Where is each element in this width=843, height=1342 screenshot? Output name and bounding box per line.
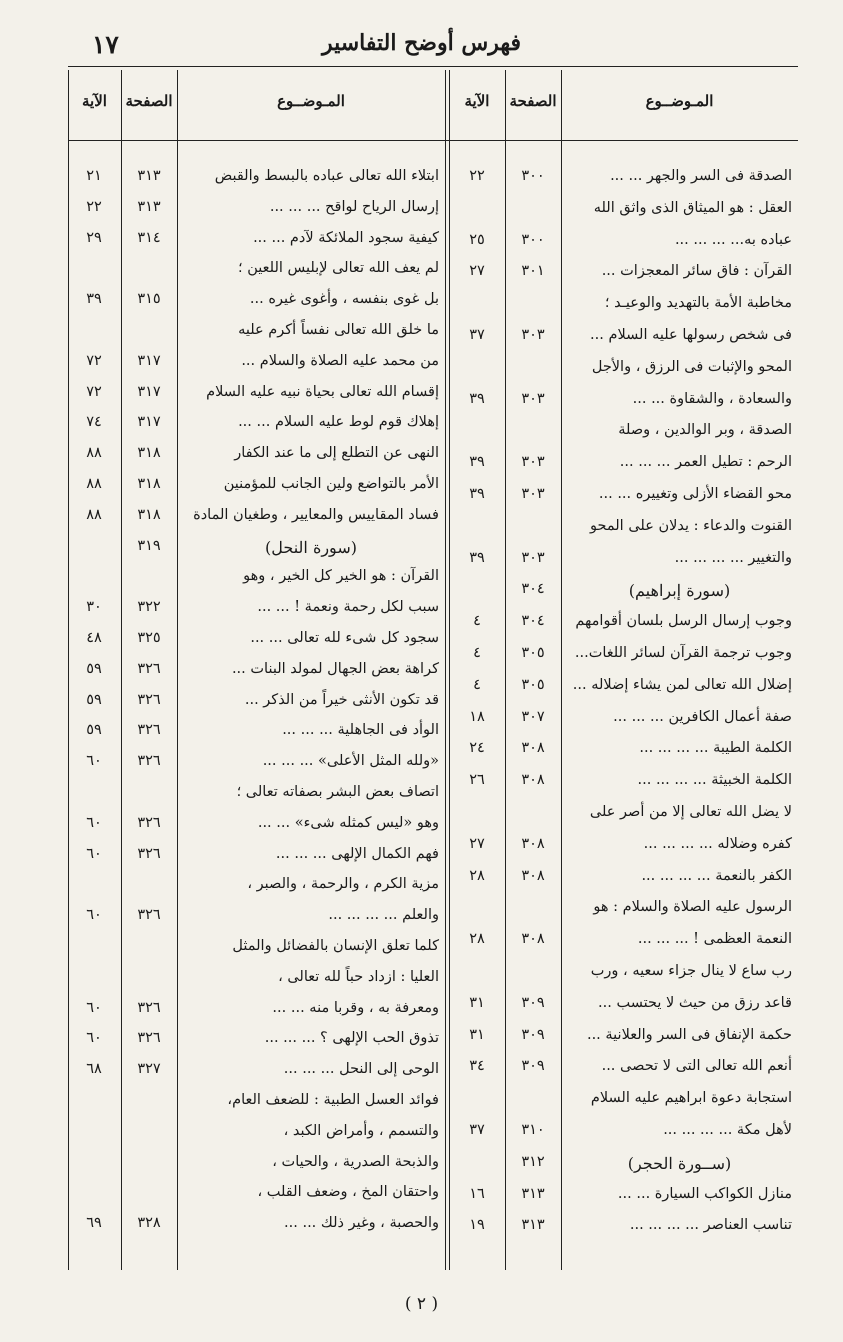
- index-entry: [68, 599, 445, 627]
- entry-verse: ٤٨: [86, 630, 102, 646]
- surah-heading: (ســورة الحجر): [627, 1153, 732, 1173]
- index-entry: [449, 677, 798, 705]
- entry-page: ٣٠٣: [521, 454, 545, 471]
- index-entry: [68, 938, 445, 966]
- entry-page: ٣٠٧: [521, 708, 545, 725]
- index-entry: [449, 931, 798, 959]
- entry-topic: إرسال الرياح لواقح ... ... ...: [269, 198, 439, 215]
- entry-topic: أنعم الله تعالى التى لا تحصى ...: [601, 1058, 792, 1075]
- index-entry: [68, 322, 445, 350]
- index-entry: [68, 445, 445, 473]
- index-entry: [68, 1092, 445, 1120]
- index-entry: [449, 613, 798, 641]
- entry-verse: ٣٠: [86, 599, 102, 616]
- entry-page: ٣٢٦: [137, 814, 161, 831]
- entry-topic: ما خلق الله تعالى نفساً أكرم عليه: [238, 322, 439, 338]
- index-entry: [449, 518, 798, 546]
- entry-topic: وجوب ترجمة القرآن لسائر اللغات...: [574, 645, 792, 661]
- entry-verse: ٣٩: [469, 390, 485, 407]
- entry-verse: ٨٨: [86, 445, 102, 462]
- entry-page: ٣١٤: [137, 229, 161, 246]
- index-entry: [449, 391, 798, 419]
- index-entry: [68, 414, 445, 442]
- index-entry: [68, 969, 445, 997]
- entry-topic: الكلمة الطيبة ... ... ... ...: [639, 740, 792, 757]
- entry-topic: الرحم : تطيل العمر ... ... ...: [619, 454, 792, 471]
- entry-topic: حكمة الإنفاق فى السر والعلانية ...: [586, 1026, 792, 1043]
- index-entry: [68, 1123, 445, 1151]
- entry-page: ٣٠٤: [521, 581, 545, 598]
- index-entry: [449, 995, 798, 1023]
- entry-page: ٣١٨: [137, 476, 161, 492]
- entry-topic: الكلمة الخبيثة ... ... ... ...: [637, 772, 792, 789]
- entry-verse: ٨٨: [86, 506, 102, 523]
- entry-verse: ٣٩: [469, 486, 485, 502]
- entry-topic: فهم الكمال الإلهى ... ... ...: [275, 845, 439, 862]
- entry-verse: ٣٤: [469, 1058, 485, 1075]
- entry-verse: ٣١: [469, 994, 485, 1011]
- entry-verse: ٥٩: [86, 691, 102, 708]
- entry-topic: والذبحة الصدرية ، والحيات ،: [272, 1153, 439, 1170]
- entry-topic: الصدقة فى السر والجهر ... ...: [610, 168, 792, 184]
- entry-page: ٣١٧: [137, 352, 161, 369]
- entry-topic: النهى عن التطلع إلى ما عند الكفار: [234, 445, 439, 462]
- entry-page: ٣٠٣: [521, 486, 545, 502]
- index-entry: [449, 454, 798, 482]
- entry-verse: ٣٩: [469, 454, 485, 471]
- entry-page: ٣٢٦: [137, 845, 161, 862]
- entry-page: ٣٠٨: [521, 835, 545, 852]
- entry-verse: ٤: [473, 645, 481, 661]
- verse-header-right: الآية: [464, 92, 490, 110]
- entry-page: ٣٠٨: [521, 772, 545, 789]
- page-header-left: الصفحة: [125, 92, 173, 110]
- index-entry: [449, 200, 798, 228]
- entry-page: ٣٠١: [521, 263, 545, 280]
- entry-page: ٣٠٣: [521, 327, 545, 343]
- index-entry: [449, 263, 798, 291]
- entry-page: ٣٠٠: [521, 231, 545, 248]
- page-header: [0, 0, 843, 64]
- entry-verse: ٢١: [86, 168, 102, 184]
- entry-page: ٣٢٧: [137, 1061, 161, 1078]
- entry-page: ٣٢٢: [137, 599, 161, 616]
- entry-page: ٣٠٨: [521, 931, 545, 948]
- entry-page: ٣١٥: [137, 291, 161, 308]
- entry-topic: إقسام الله تعالى بحياة نبيه عليه السلام: [206, 383, 439, 400]
- entry-verse: ٣١: [469, 1026, 485, 1043]
- index-entry: [449, 327, 798, 355]
- entry-page: ٣٠٠: [521, 168, 545, 184]
- index-entry: [68, 260, 445, 288]
- entry-topic: الكفر بالنعمة ... ... ... ...: [641, 867, 792, 884]
- entry-topic: والتغيير ... ... ... ...: [674, 549, 792, 566]
- index-entry: [449, 740, 798, 768]
- entry-verse: ٦٠: [86, 999, 102, 1016]
- entry-verse: ٨٨: [86, 476, 102, 492]
- entry-verse: ٢٨: [469, 931, 485, 948]
- entry-topic: واحتقان المخ ، وضعف القلب ،: [257, 1184, 439, 1201]
- index-entry: [449, 1154, 798, 1182]
- entry-page: ٣٠٩: [521, 994, 545, 1011]
- entry-verse: ٦٠: [86, 907, 102, 924]
- entry-topic: مزية الكرم ، والرحمة ، والصبر ،: [247, 876, 439, 893]
- surah-heading: (سورة النحل): [265, 537, 357, 557]
- entry-page: ٣١٣: [137, 168, 161, 184]
- entry-topic: مخاطبة الأمة بالتهديد والوعيـد ؛: [604, 295, 792, 312]
- entry-topic: الصدقة ، وبر الوالدين ، وصلة: [618, 422, 792, 439]
- entry-topic: الأمر بالتواضع ولين الجانب للمؤمنين: [223, 476, 439, 492]
- entry-page: ٣٠٨: [521, 867, 545, 884]
- index-entry: [68, 1154, 445, 1182]
- index-entry: [449, 836, 798, 864]
- entry-page: ٣٠٣: [521, 390, 545, 407]
- index-entry: [68, 630, 445, 658]
- entry-verse: ٣٧: [469, 1122, 485, 1138]
- header-rule: [68, 66, 798, 67]
- entry-verse: ١٩: [469, 1217, 485, 1234]
- index-entry: [68, 1215, 445, 1243]
- entry-page: ٣١٠: [521, 1122, 545, 1138]
- page-header-right: الصفحة: [509, 92, 557, 110]
- entry-topic: قاعد رزق من حيث لا يحتسب ...: [598, 994, 792, 1011]
- entry-topic: بل غوى بنفسه ، وأغوى غيره ...: [249, 291, 439, 308]
- entry-page: ٣٠٥: [521, 645, 545, 661]
- entry-page: ٣٢٥: [137, 630, 161, 646]
- entry-topic: القرآن : هو الخير كل الخير ، وهو: [243, 568, 439, 585]
- entry-topic: فى شخص رسولها عليه السلام ...: [590, 327, 792, 343]
- entry-verse: ٥٩: [86, 660, 102, 677]
- index-entry: [68, 538, 445, 566]
- index-entry: [449, 1027, 798, 1055]
- index-entry: [449, 359, 798, 387]
- entry-topic: كلما تعلق الإنسان بالفضائل والمثل: [232, 938, 439, 954]
- entry-topic: سبب لكل رحمة ونعمة ! ... ...: [257, 599, 439, 616]
- header-underline: [68, 140, 798, 141]
- index-table: [68, 70, 798, 1270]
- entry-topic: والتسمم ، وأمراض الكبد ،: [283, 1122, 439, 1139]
- entry-topic: الوحى إلى النحل ... ... ...: [283, 1061, 439, 1078]
- entry-verse: ٢٩: [86, 229, 102, 246]
- index-entry: [449, 963, 798, 991]
- index-entry: [68, 1061, 445, 1089]
- entry-page: ٣٢٦: [137, 722, 161, 739]
- entry-verse: ٣٩: [469, 549, 485, 566]
- index-entry: [449, 899, 798, 927]
- entry-topic: تناسب العناصر ... ... ... ...: [629, 1217, 792, 1234]
- entry-page: ٣٢٦: [137, 691, 161, 708]
- entry-page: ٣٠٣: [521, 549, 545, 566]
- entry-topic: من محمد عليه الصلاة والسلام ...: [241, 352, 439, 369]
- index-entry: [68, 661, 445, 689]
- index-entry: [68, 353, 445, 381]
- entry-page: ٣٢٦: [137, 753, 161, 770]
- entry-topic: لأهل مكة ... ... ... ...: [663, 1122, 792, 1138]
- entry-topic: الرسول عليه الصلاة والسلام : هو: [593, 899, 792, 916]
- entry-topic: صفة أعمال الكافرين ... ... ...: [613, 708, 792, 725]
- entry-topic: المحو والإثبات فى الرزق ، والأجل: [591, 358, 792, 375]
- entry-topic: فوائد العسل الطبية : للضعف العام،: [227, 1092, 439, 1108]
- index-entry: [449, 709, 798, 737]
- entry-page: ٣١٧: [137, 414, 161, 431]
- entry-topic: الوأد فى الجاهلية ... ... ...: [282, 722, 439, 739]
- entry-verse: ٦٠: [86, 753, 102, 770]
- entry-verse: ٦٨: [86, 1061, 102, 1078]
- entry-verse: ١٨: [469, 708, 485, 725]
- index-entry: [449, 772, 798, 800]
- index-entry: [68, 907, 445, 935]
- entry-verse: ٥٩: [86, 722, 102, 739]
- entry-verse: ٧٢: [86, 352, 102, 369]
- entry-topic: إهلاك قوم لوط عليه السلام ... ...: [238, 414, 439, 431]
- verse-header-left: الآية: [82, 92, 107, 110]
- entry-topic: ومعرفة به ، وقربا منه ... ...: [272, 999, 439, 1016]
- index-entry: [68, 1030, 445, 1058]
- entry-page: ٣٢٦: [137, 660, 161, 677]
- entry-page: ٣١٨: [137, 506, 161, 523]
- entry-verse: ٦٩: [86, 1215, 102, 1232]
- entry-page: ٣٢٦: [137, 907, 161, 924]
- printer-signature: ( ٢ ): [404, 1294, 439, 1314]
- entry-topic: فساد المقاييس والمعايير ، وطغيان المادة: [193, 506, 439, 523]
- index-entry: [68, 722, 445, 750]
- entry-page: ٣١٩: [137, 537, 161, 554]
- entry-page: ٣٠٨: [521, 740, 545, 757]
- entry-topic: وهو «ليس كمثله شىء» ... ...: [257, 814, 439, 831]
- entry-topic: القنوت والدعاء : يدلان على المحو: [590, 517, 792, 534]
- index-entry: [449, 232, 798, 260]
- index-entry: [449, 168, 798, 196]
- entry-topic: استجابة دعوة ابراهيم عليه السلام: [590, 1090, 792, 1107]
- entry-topic: والسعادة ، والشقاوة ... ...: [632, 390, 792, 407]
- entry-verse: ٤: [473, 613, 481, 630]
- entry-topic: محو القضاء الأزلى وتغييره ... ...: [598, 486, 792, 502]
- entry-verse: ٦٠: [86, 1030, 102, 1047]
- entry-topic: لا يضل الله تعالى إلا من أصر على: [589, 804, 792, 820]
- entry-verse: ٢٦: [469, 772, 485, 789]
- entry-topic: عباده به... ... ... ...: [674, 231, 792, 248]
- entry-verse: ٢٥: [469, 231, 485, 248]
- index-entry: [449, 1217, 798, 1245]
- index-entry: [68, 1184, 445, 1212]
- entry-verse: ٢٤: [469, 740, 485, 757]
- entry-topic: كفره وضلاله ... ... ... ...: [643, 835, 792, 852]
- entry-verse: ٦٠: [86, 814, 102, 831]
- entry-verse: ٢٧: [469, 835, 485, 852]
- index-entry: [68, 784, 445, 812]
- entry-topic: لم يعف الله تعالى لإبليس اللعين ؛: [238, 260, 439, 277]
- entry-verse: ٣٩: [86, 291, 102, 308]
- index-entry: [68, 291, 445, 319]
- entry-topic: «ولله المثل الأعلى» ... ... ...: [262, 753, 439, 770]
- entry-verse: ٢٢: [469, 168, 485, 184]
- topic-header-right: المـوضــوع: [645, 92, 714, 110]
- entry-topic: العقل : هو الميثاق الذى واثق الله: [593, 199, 792, 216]
- index-entry: [68, 753, 445, 781]
- index-entry: [449, 581, 798, 609]
- entry-verse: ٢٢: [86, 198, 102, 215]
- index-entry: [68, 384, 445, 412]
- entry-page: ٣٠٥: [521, 676, 545, 693]
- index-entry: [68, 476, 445, 504]
- entry-page: ٣١٣: [521, 1185, 545, 1202]
- index-entry: [68, 230, 445, 258]
- entry-verse: ٣٧: [469, 327, 485, 343]
- index-entry: [68, 568, 445, 596]
- index-entry: [449, 1058, 798, 1086]
- entry-verse: ٢٧: [469, 263, 485, 280]
- entry-verse: ٤: [473, 676, 481, 693]
- index-entry: [68, 815, 445, 843]
- entry-page: ٣٠٩: [521, 1026, 545, 1043]
- index-entry: [68, 692, 445, 720]
- entry-page: ٣٠٤: [521, 613, 545, 630]
- entry-page: ٣٢٨: [137, 1215, 161, 1232]
- index-entry: [449, 645, 798, 673]
- index-entry: [68, 507, 445, 535]
- entry-topic: كيفية سجود الملائكة لآدم ... ...: [253, 229, 439, 246]
- index-entry: [449, 868, 798, 896]
- entry-topic: رب ساع لا ينال جزاء سعيه ، ورب: [590, 963, 792, 979]
- page-title: فهرس أوضح التفاسير: [321, 30, 522, 56]
- entry-topic: اتصاف بعض البشر بصفاته تعالى ؛: [236, 784, 439, 800]
- entry-topic: القرآن : فاق سائر المعجزات ...: [601, 263, 792, 280]
- index-entry: [68, 876, 445, 904]
- entry-verse: ٦٠: [86, 845, 102, 862]
- entry-topic: النعمة العظمى ! ... ... ...: [637, 931, 792, 948]
- entry-verse: ١٦: [469, 1185, 485, 1202]
- index-entry: [449, 1122, 798, 1150]
- index-entry: [68, 199, 445, 227]
- entry-topic: وجوب إرسال الرسل بلسان أقوامهم: [575, 613, 792, 630]
- topic-header-left: المـوضــوع: [277, 92, 345, 110]
- index-entry: [449, 422, 798, 450]
- index-entry: [449, 1186, 798, 1214]
- entry-topic: والحصبة ، وغير ذلك ... ...: [284, 1215, 439, 1232]
- entry-topic: والعلم ... ... ... ...: [328, 907, 439, 924]
- index-entry: [449, 804, 798, 832]
- page-number: ١٧: [92, 30, 119, 59]
- index-entry: [449, 1090, 798, 1118]
- entry-topic: قد تكون الأنثى خيراً من الذكر ...: [244, 691, 439, 708]
- entry-page: ٣٢٦: [137, 1030, 161, 1047]
- entry-verse: ٢٨: [469, 867, 485, 884]
- entry-topic: تذوق الحب الإلهى ؟ ... ... ...: [264, 1030, 439, 1047]
- entry-topic: ابتلاء الله تعالى عباده بالبسط والقبض: [214, 168, 439, 184]
- entry-topic: إضلال الله تعالى لمن يشاء إضلاله ...: [572, 676, 792, 693]
- index-entry: [449, 550, 798, 578]
- index-entry: [449, 295, 798, 323]
- entry-verse: ٧٢: [86, 383, 102, 400]
- entry-page: ٣٠٩: [521, 1058, 545, 1075]
- entry-topic: منازل الكواكب السيارة ... ...: [617, 1185, 792, 1202]
- entry-page: ٣١٧: [137, 383, 161, 400]
- entry-page: ٣١٨: [137, 445, 161, 462]
- entry-page: ٣١٢: [521, 1153, 545, 1170]
- entry-topic: سجود كل شىء لله تعالى ... ...: [250, 630, 439, 646]
- index-entry: [449, 486, 798, 514]
- entry-verse: ٧٤: [86, 414, 102, 431]
- entry-page: ٣٢٦: [137, 999, 161, 1016]
- index-entry: [68, 168, 445, 196]
- surah-heading: (سورة إبراهيم): [628, 581, 731, 601]
- entry-page: ٣١٣: [137, 198, 161, 215]
- entry-topic: العليا : ازداد حباً لله تعالى ،: [278, 968, 439, 985]
- index-entry: [68, 1000, 445, 1028]
- entry-topic: كراهة بعض الجهال لمولد البنات ...: [231, 660, 439, 677]
- index-entry: [68, 846, 445, 874]
- entry-page: ٣١٣: [521, 1217, 545, 1234]
